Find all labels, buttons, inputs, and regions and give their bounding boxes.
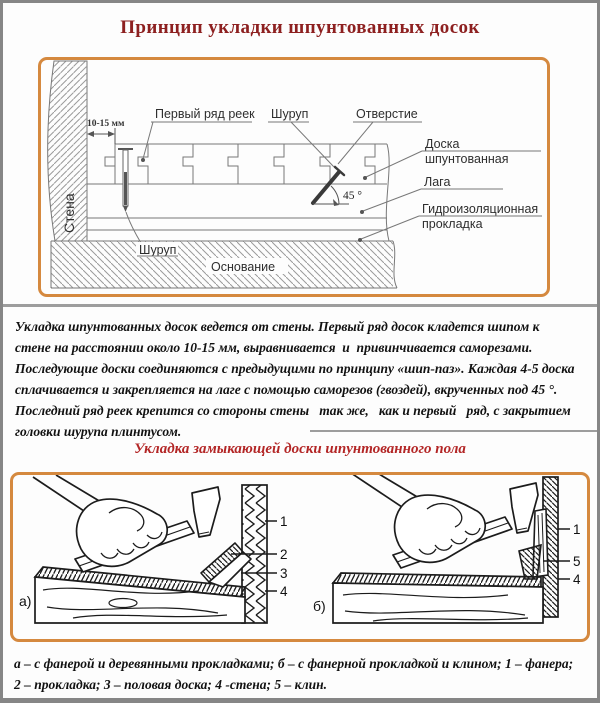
callout-a-3: 3 [280,566,288,581]
description-line: Последующие доски соединяются с предыдущими по принципу «шип-паз». Каждая 4-5 доска [15,361,575,376]
page-title: Принцип укладки шпунтованных досок [120,17,480,38]
waterproofing-label-line1: Гидроизоляционная [422,202,539,216]
description-line: стене на расстоянии около 10-15 мм, выравнивается и привинчивается саморезами. [15,340,533,355]
description-text [15,316,593,442]
callout-b-1: 1 [573,522,581,537]
hand-hammer-b [351,475,538,568]
panel-b-label: б) [313,598,326,614]
wall-screw-callout [136,242,178,257]
board-callout [363,137,541,180]
gap-dimension-label: 10-15 мм [87,119,125,129]
waterproofing-label-line2: прокладка [422,217,483,231]
panel-a [19,475,288,623]
angled-screw [313,167,362,206]
first-row-label: Первый ряд реек [155,107,255,121]
hole-label: Отверстие [356,107,418,121]
panel-b [313,475,581,623]
callout-b-4: 4 [573,572,581,587]
divider-line-partial [310,430,600,432]
laying-principle-diagram-box [38,57,550,297]
description-line: головки шурупа плинтусом. [15,424,182,439]
screw-top-callout [268,107,334,167]
section-title: Укладка замыкающей доски шпунтованного пола [134,441,466,457]
callout-a-2: 2 [280,547,288,562]
wall-label: Стена [61,193,77,233]
callout-a-1: 1 [280,514,288,529]
description-line: сплачивается и закрепляется на лаге с помощью саморезов (гвоздей), вкрученных под 45 °. [15,382,558,397]
figure-caption [14,653,592,695]
gap-dimension [87,119,125,144]
laying-principle-diagram [41,60,547,294]
caption-line: а – с фанерой и деревянными прокладками; б – с фанерной прокладкой и клином; 1 – фанера; [14,656,574,671]
hole-callout [338,107,422,164]
description-line: Последний ряд реек крепится со стороны стены так же, как и первый ряд, с закрытием [15,403,571,418]
panel-a-label: а) [19,593,32,609]
caption-line: 2 – прокладка; 3 – половая доска; 4 -стена; 5 – клин. [14,677,328,692]
closing-board-figure [13,475,587,639]
wedge-b [519,545,541,579]
divider-line-top [0,304,600,307]
hand-hammer-a [33,475,220,572]
screw-bottom-label: Шуруп [139,243,177,257]
board-label-line2: шпунтованная [425,152,509,166]
joist-label: Лага [424,175,451,189]
board-label-line1: Доска [425,137,460,151]
wall-section [48,61,87,241]
base-label: Основание [211,260,276,274]
waterproofing-callout [358,202,542,242]
angle-label: 45 ° [343,190,362,202]
floor-board-b [333,573,543,623]
screw-top-label: Шуруп [271,107,309,121]
callout-a-4: 4 [280,584,288,599]
description-line: Укладка шпунтованных досок ведется от стены. Первый ряд досок кладется шипом к [15,319,540,334]
callout-b-5: 5 [573,554,581,569]
closing-board-figure-box [10,472,590,642]
